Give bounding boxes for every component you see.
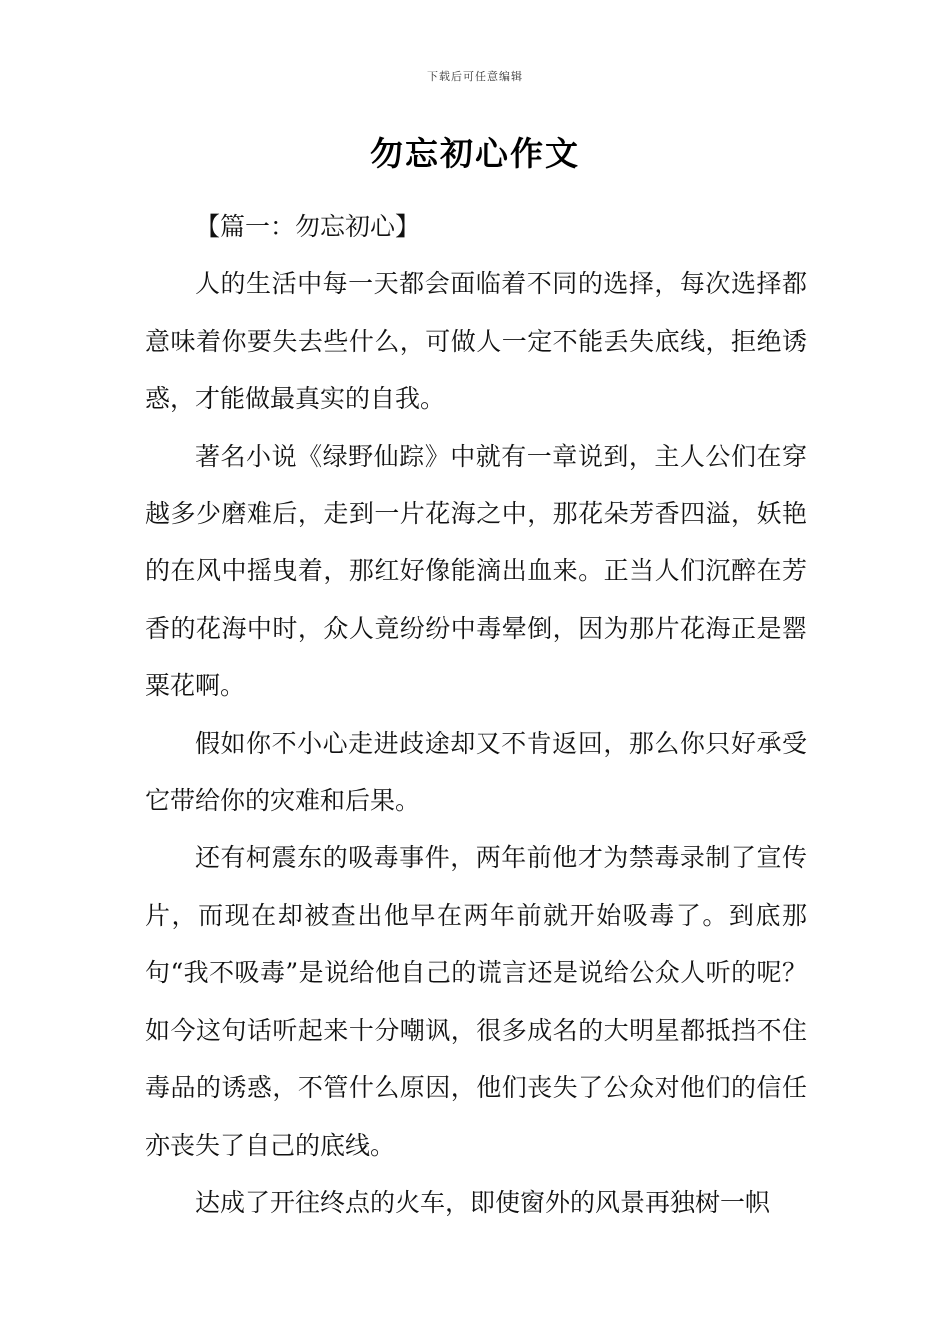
document-body — [145, 198, 807, 1231]
paragraph-4: 还有柯震东的吸毒事件，两年前他才为禁毒录制了宣传片，而现在却被查出他早在两年前就开始吸毒了。到底那句“我不吸毒”是说给他自己的谎言还是说给公众人听的呢？如今这句话听起来十分嘲讽，很多成名的大明星都抵挡不住毒品的诱惑，不管什么原因，他们丧失了公众对他们的信任亦丧失了自己的底线。 — [145, 843, 807, 1160]
paragraph-2: 著名小说《绿野仙踪》中就有一章说到，主人公们在穿越多少磨难后，走到一片花海之中，那花朵芳香四溢，妖艳的在风中摇曳着，那红好像能滴出血来。正当人们沉醉在芳香的花海中时，众人竟纷纷中毒晕倒，因为那片花海正是罂粟花啊。 — [145, 441, 807, 701]
section-heading: 【篇一：勿忘初心】 — [195, 212, 421, 241]
paragraph-3: 假如你不小心走进歧途却又不肯返回，那么你只好承受它带给你的灾难和后果。 — [145, 728, 807, 816]
document-title: 勿忘初心作文 — [370, 134, 580, 173]
paragraph-5: 达成了开往终点的火车，即使窗外的风景再独树一帜 — [195, 1187, 771, 1217]
paragraph-1: 人的生活中每一天都会面临着不同的选择，每次选择都意味着你要失去些什么，可做人一定不能丢失底线，拒绝诱惑，才能做最真实的自我。 — [145, 269, 807, 414]
page-header-note: 下载后可任意编辑 — [427, 70, 523, 83]
